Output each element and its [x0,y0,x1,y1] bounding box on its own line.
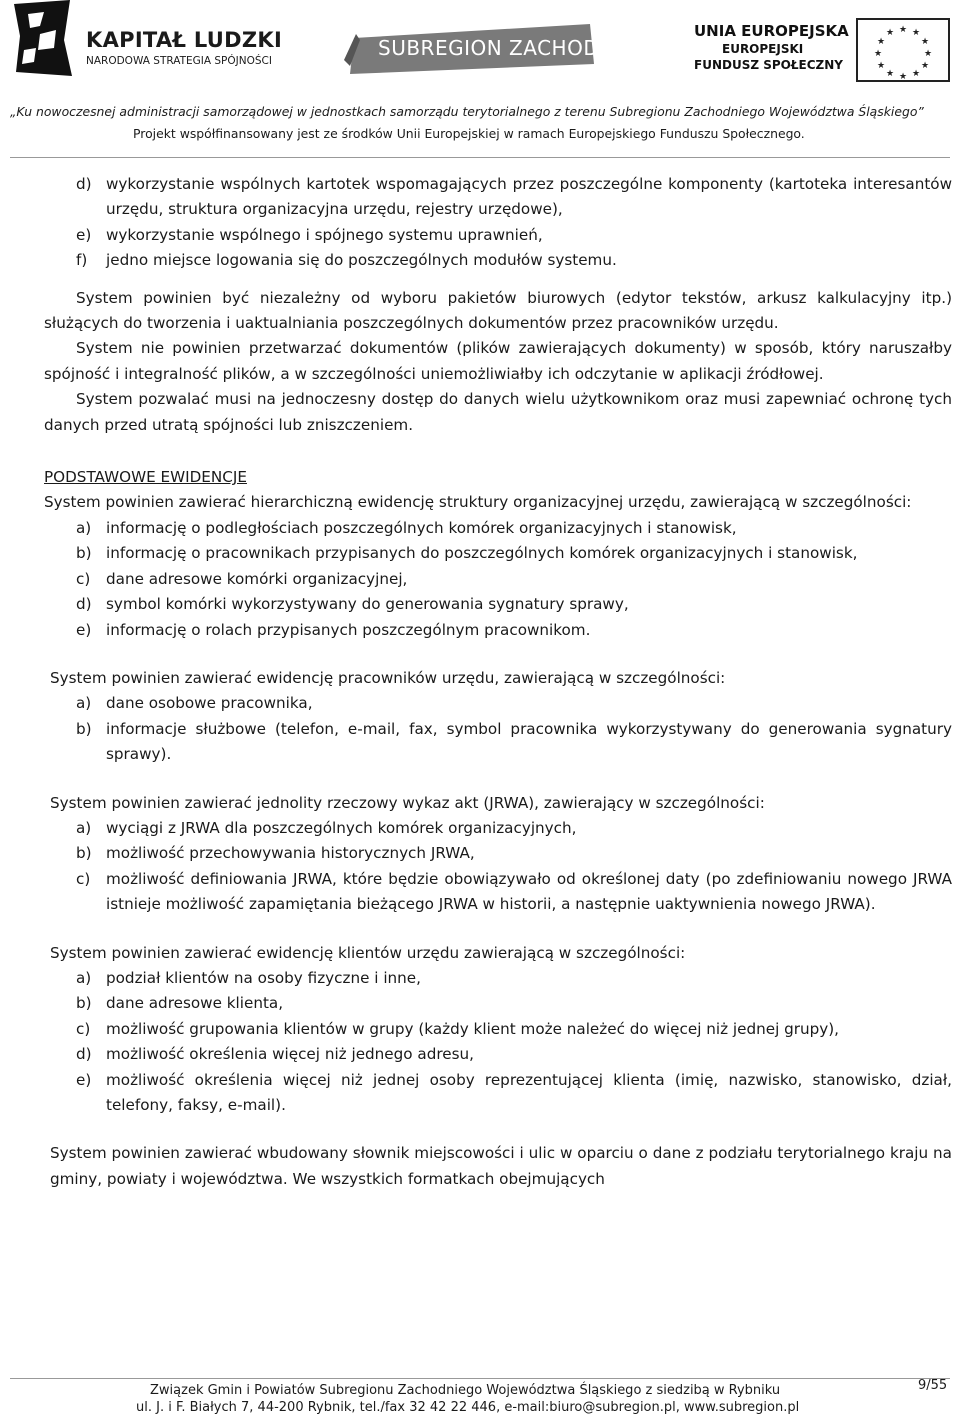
list-item: e) możliwość określenia więcej niż jednej osoby reprezentującej klienta (imię, nazwisko, stanowisko, dział, telefony, faksy, e-mail). [76,1070,952,1114]
list-item: a) dane osobowe pracownika, [76,694,313,713]
section-heading: PODSTAWOWE EWIDENCJE [44,468,247,487]
svg-text:★: ★ [923,49,933,59]
eu-fund-line1: EUROPEJSKI [722,42,804,56]
list-item: b) informacje służbowe (telefon, e-mail, fax, symbol pracownika wykorzystywany do generowania sygnatury sprawy). [76,719,952,764]
svg-text:★: ★ [911,28,921,38]
kapital-ludzki-title: KAPITAŁ LUDZKI [86,28,283,52]
paragraph: System pozwalać musi na jednoczesny dostęp do danych wielu użytkownikom oraz musi zapewniać ochronę tych danych przed utratą spójności lub zniszczeniem. [44,390,952,434]
list-item: b) możliwość przechowywania historycznych JRWA, [76,844,475,863]
svg-text:★: ★ [920,37,930,47]
list-org [76,516,952,643]
list-item: b) dane adresowe klienta, [76,994,284,1013]
document-body [44,172,952,1192]
eu-logo [680,14,955,84]
list-jrwa [76,816,952,918]
list-item: d) wykorzystanie wspólnych kartotek wspomagających przez poszczególne komponenty (kartoteka interesantów urzędu, struktura organizacyjna urzędu, rejestry urzędowe), [76,175,952,219]
eu-flag-icon [856,18,950,82]
svg-text:★: ★ [885,28,895,38]
list-item: d) możliwość określenia więcej niż jednego adresu, [76,1045,474,1064]
list-emp [76,691,952,767]
list-item: c) możliwość grupowania klientów w grupy (każdy klient może należeć do więcej niż jednej grupy), [76,1019,840,1038]
list-item: a) podział klientów na osoby fizyczne i inne, [76,968,421,987]
cofinanced-note: Projekt współfinansowany jest ze środków Unii Europejskiej w ramach Europejskiego Funduszu Społecznego. [133,126,805,141]
kapital-ludzki-logo [10,0,283,80]
paragraph: System nie powinien przetwarzać dokumentów (plików zawierających dokumenty) w sposób, który naruszałby spójność i integralność plików, a w szczególności uniemożliwiałby ich odczytanie w aplikacji źródłowej. [44,339,952,383]
list-item: c) dane adresowe komórki organizacyjnej, [76,569,408,588]
header-divider [10,157,950,158]
list-clients [76,966,952,1118]
list-item: b) informację o pracownikach przypisanych do poszczególnych komórek organizacyjnych i stanowisk, [76,544,858,563]
svg-text:★: ★ [876,37,886,47]
svg-text:★: ★ [876,61,886,71]
footer-contact: ul. J. i F. Białych 7, 44-200 Rybnik, tel./fax 32 42 22 446, e-mail:biuro@subregion.pl, www.subregion.pl [136,1400,800,1415]
page-header [0,0,960,160]
svg-text:★: ★ [898,72,908,82]
page-footer [0,1376,960,1419]
eu-fund-line2: FUNDUSZ SPOŁECZNY [694,58,843,72]
svg-text:★: ★ [920,61,930,71]
paragraph: System powinien zawierać jednolity rzeczowy wykaz akt (JRWA), zawierający w szczególności: [50,793,765,812]
subregion-logo [340,20,622,76]
list-item: e) informację o rolach przypisanych poszczególnym pracownikom. [76,620,591,639]
footer-organization: Związek Gmin i Powiatów Subregionu Zachodniego Województwa Śląskiego z siedzibą w Rybniku [150,1383,781,1398]
svg-text:★: ★ [885,69,895,79]
list-item: c) możliwość definiowania JRWA, które będzie obowiązywało od określonej daty (po zdefiniowaniu nowego JRWA istnieje możliwość zapamiętania bieżącego JRWA w historii, a następnie uaktywnienia nowego JRWA). [76,869,952,914]
list-top [76,172,952,274]
svg-text:★: ★ [873,49,883,59]
list-item: e) wykorzystanie wspólnego i spójnego systemu uprawnień, [76,225,543,244]
kapital-ludzki-subtitle: NARODOWA STRATEGIA SPÓJNOŚCI [86,55,272,67]
list-item: d) symbol komórki wykorzystywany do generowania sygnatury sprawy, [76,595,629,614]
eu-title: UNIA EUROPEJSKA [694,22,849,40]
list-item: a) informację o podległościach poszczególnych komórek organizacyjnych i stanowisk, [76,518,737,537]
paragraph: System powinien zawierać hierarchiczną ewidencję struktury organizacyjnej urzędu, zawierającą w szczególności: [44,493,912,512]
footer-divider [10,1378,950,1379]
kapital-ludzki-flag-icon [10,0,76,76]
paragraph: System powinien być niezależny od wyboru pakietów biurowych (edytor tekstów, arkusz kalkulacyjny itp.) służących do tworzenia i uaktualniania poszczególnych dokumentów przez pracowników urzędu. [44,288,952,333]
paragraph: System powinien zawierać ewidencję klientów urzędu zawierającą w szczególności: [50,943,686,962]
page-number: 9/55 [918,1378,948,1393]
subregion-title: SUBREGION ZACHODNI [378,36,622,60]
paragraph: System powinien zawierać ewidencję pracowników urzędu, zawierającą w szczególności: [50,668,726,687]
list-item: a) wyciągi z JRWA dla poszczególnych komórek organizacyjnych, [76,818,577,837]
list-item: f) jedno miejsce logowania się do poszczególnych modułów systemu. [76,251,617,270]
svg-text:★: ★ [898,25,908,35]
project-title: „Ku nowoczesnej administracji samorządowej w jednostkach samorządu terytorialnego z terenu Subregionu Zachodniego Województwa Śląskiego” [10,104,924,119]
svg-text:★: ★ [911,69,921,79]
paragraph: System powinien zawierać wbudowany słownik miejscowości i ulic w oparciu o dane z podziału terytorialnego kraju na gminy, powiaty i województwa. We wszystkich formatkach obejmujących [50,1144,952,1188]
